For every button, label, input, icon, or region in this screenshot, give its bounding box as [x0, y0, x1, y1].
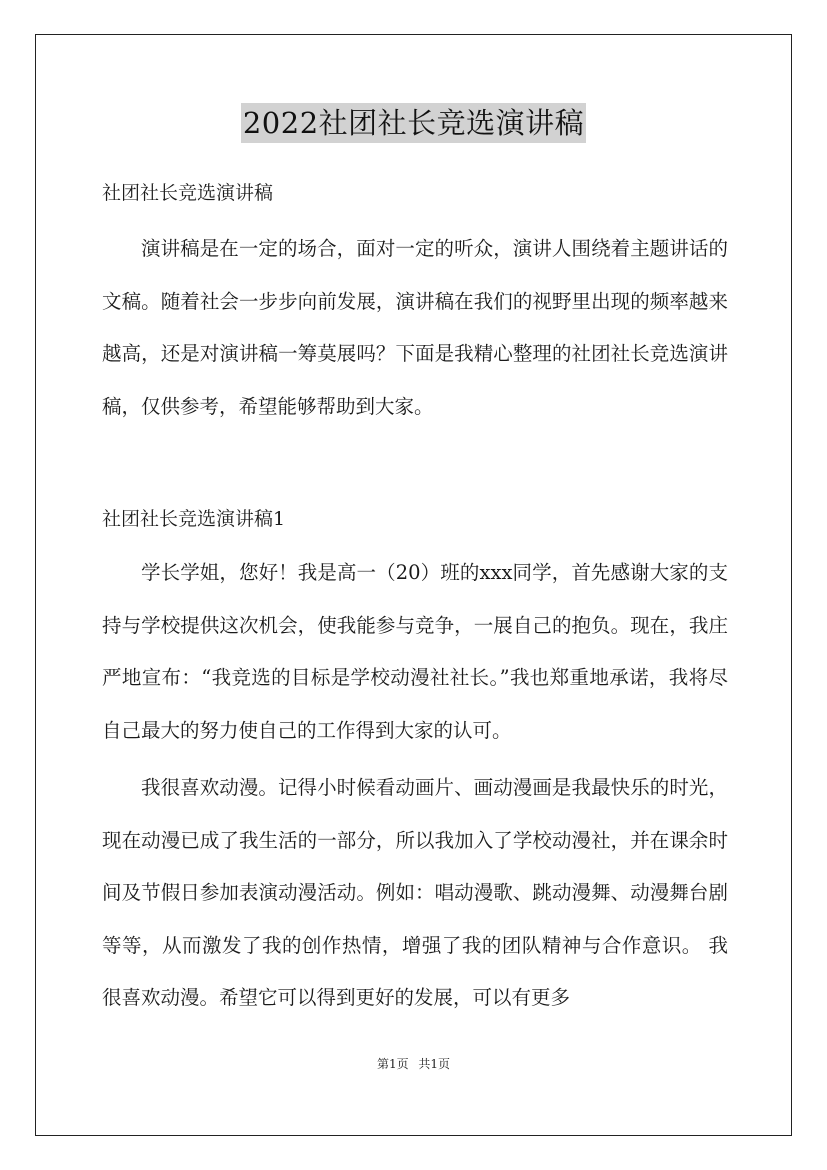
intro-paragraph: 演讲稿是在一定的场合，面对一定的听众，演讲人围绕着主题讲话的文稿。随着社会一步步向前发展，演讲稿在我们的视野里出现的频率越来越高，还是对演讲稿一筹莫展吗？下面是我精心整理的社团社长竞选演讲稿，仅供参考，希望能够帮助到大家。 — [102, 237, 728, 418]
page-number: 第1页 — [376, 1057, 409, 1071]
section-heading: 社团社长竞选演讲稿1 — [102, 508, 286, 530]
page-footer — [0, 1056, 827, 1072]
page-total: 共1页 — [418, 1057, 451, 1071]
body-paragraph-2: 我很喜欢动漫。记得小时候看动画片、画动漫画是我最快乐的时光，现在动漫已成了我生活的一部分，所以我加入了学校动漫社，并在课余时间及节假日参加表演动漫活动。例如：唱动漫歌、跳动漫舞、动漫舞台剧等等，从而激发了我的创作热情，增强了我的团队精神与合作意识。 我很喜欢动漫。希望它可以得到更好的发展，可以有更多 — [102, 776, 728, 1009]
title-container — [0, 103, 827, 143]
document-subtitle: 社团社长竞选演讲稿 — [102, 182, 274, 204]
body-paragraph-1: 学长学姐，您好！我是高一（20）班的xxx同学，首先感谢大家的支持与学校提供这次机会，使我能参与竞争，一展自己的抱负。现在，我庄严地宣布：“我竞选的目标是学校动漫社社长。”我也郑重地承诺，我将尽自己最大的努力使自己的工作得到大家的认可。 — [102, 561, 728, 742]
document-title: 2022社团社长竞选演讲稿 — [241, 103, 586, 143]
